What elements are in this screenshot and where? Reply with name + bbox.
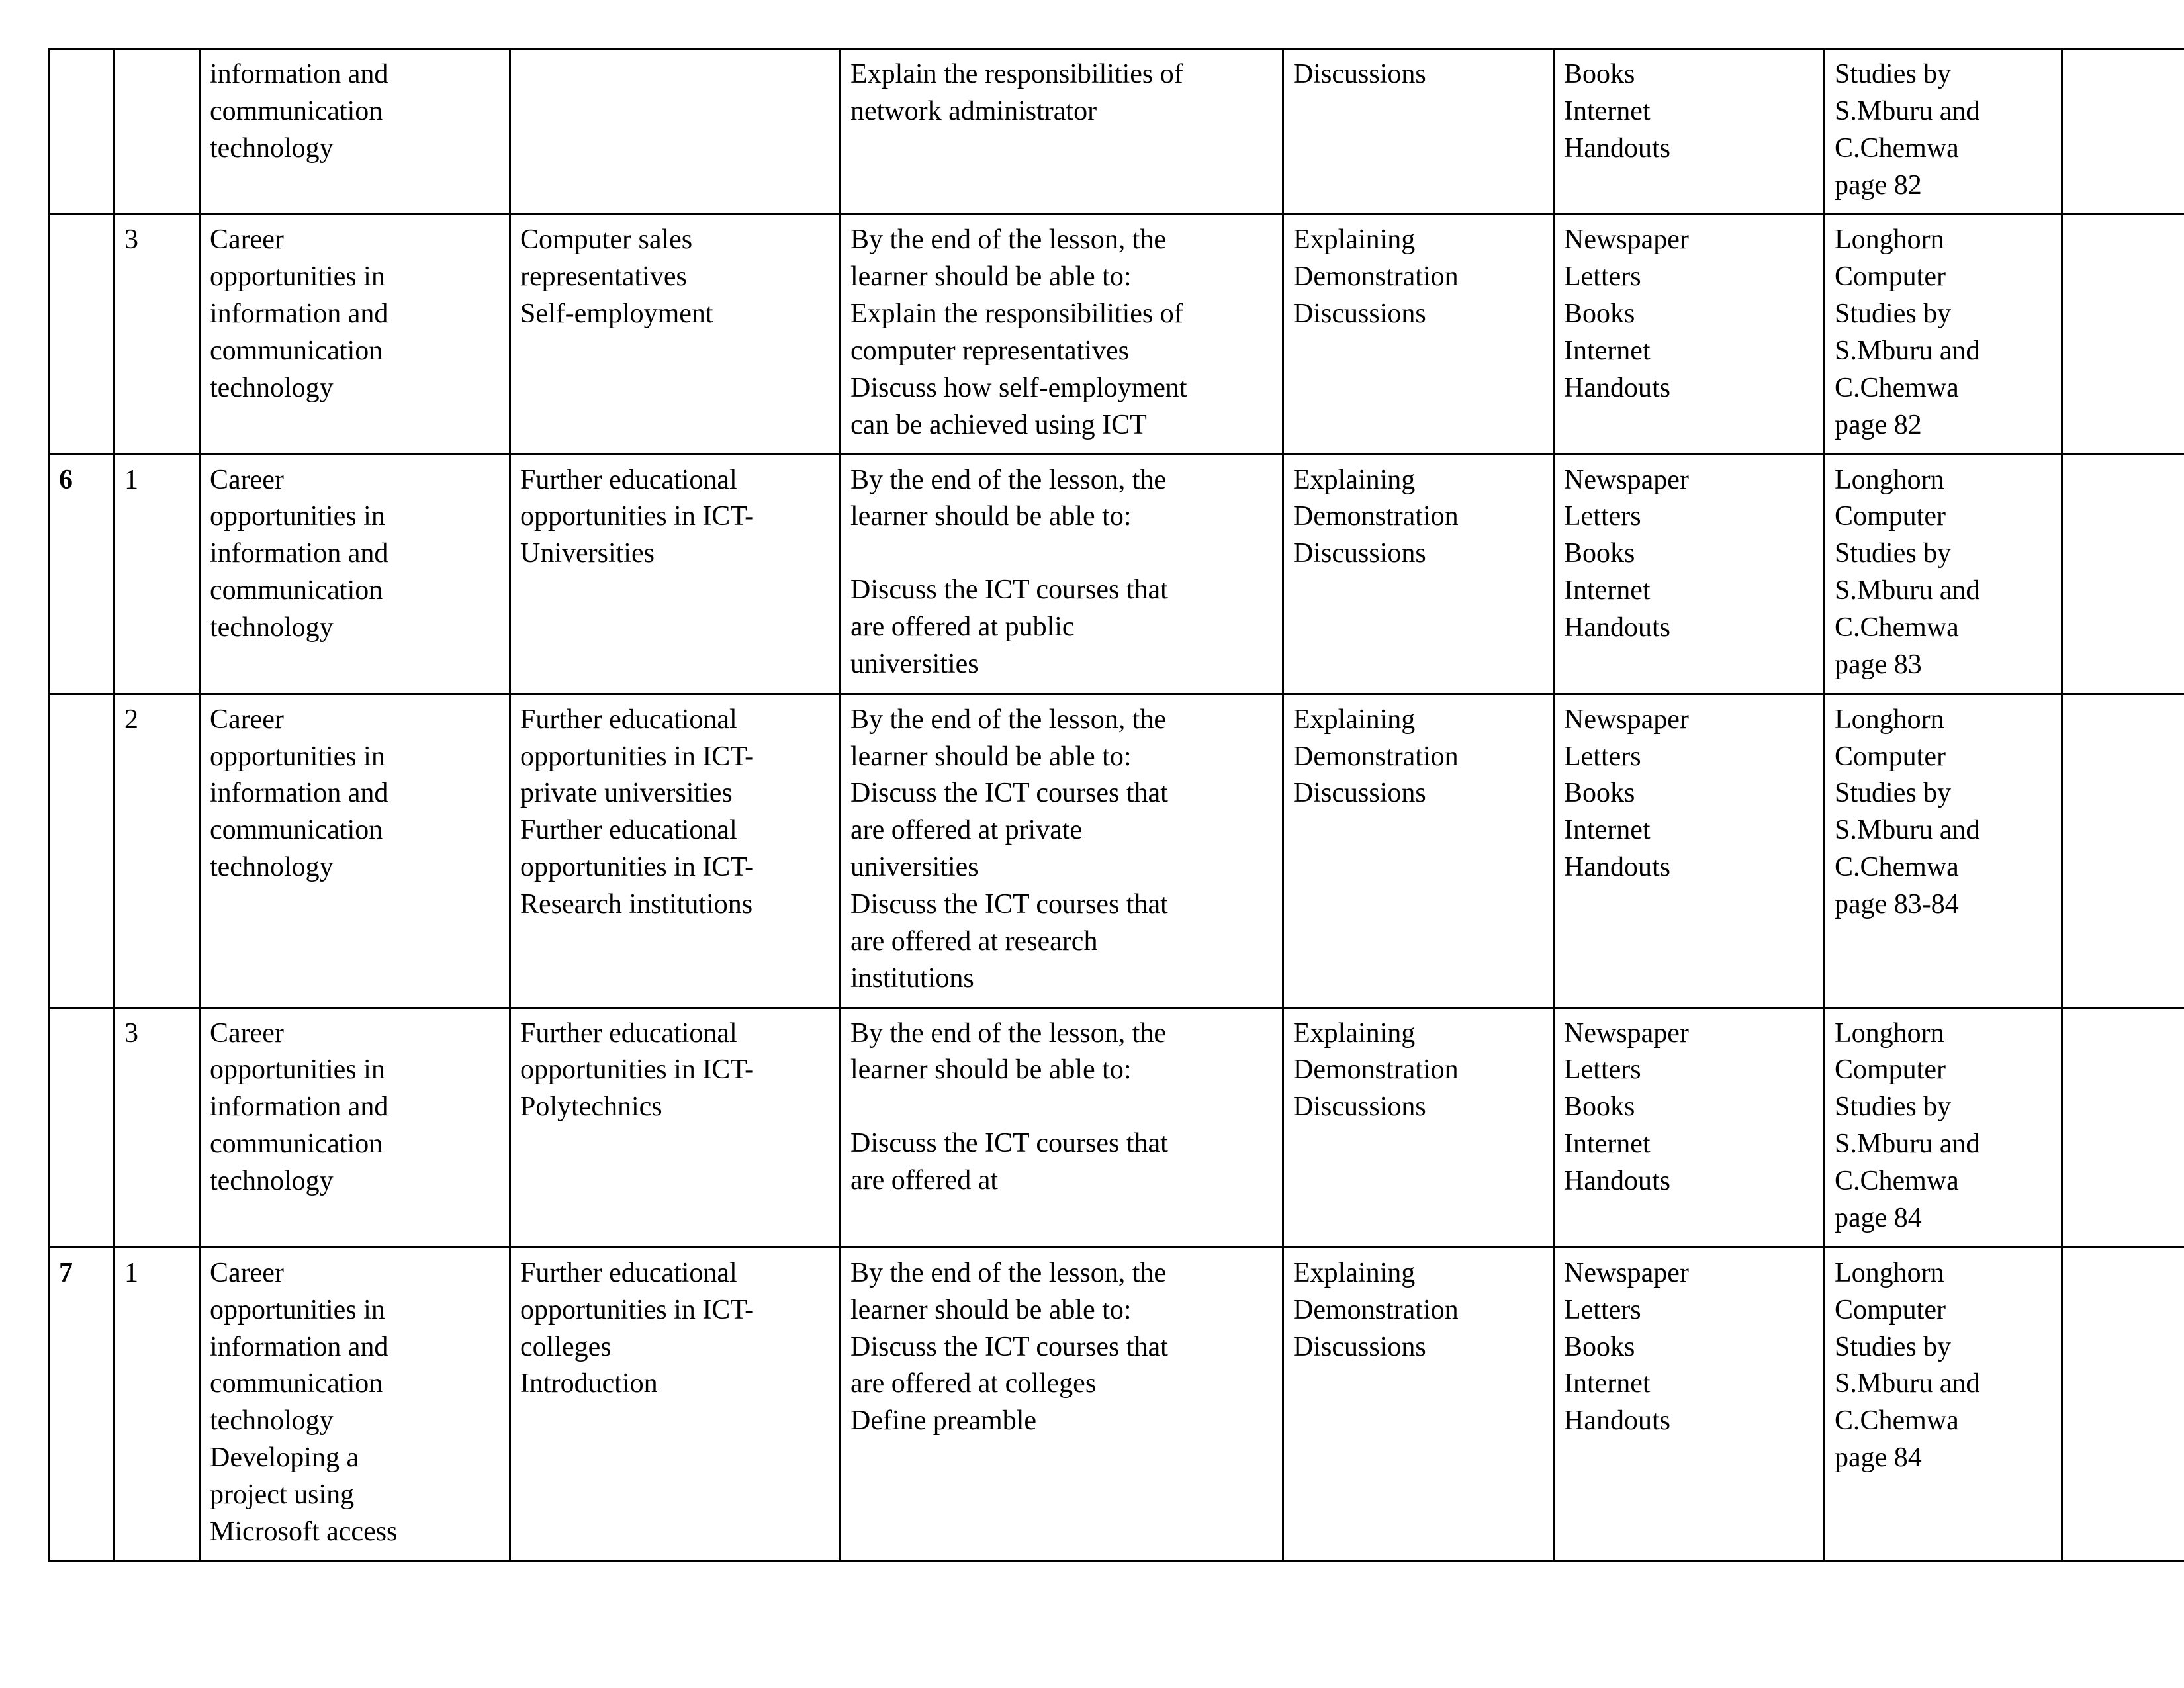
cell-subtopic [510,694,841,1008]
cell-subtopic [510,49,841,214]
resource-line: Handouts [1564,852,1670,883]
topic-line: opportunities in [210,741,385,772]
resource-line: Books [1564,778,1635,809]
table-row [49,49,2184,214]
scheme-of-work-table [48,48,2184,1562]
resource-line: Handouts [1564,612,1670,643]
activity-line: Discussions [1293,778,1426,809]
reference-line: page 82 [1835,169,1922,201]
topic-line: technology [210,132,334,164]
reference-line: Studies by [1835,299,1952,330]
objective-line: institutions [850,962,974,994]
resource-line: Books [1564,299,1635,330]
reference-line: S.Mburu and [1835,336,1980,367]
topic-line: information and [210,538,388,569]
cell-week: 6 [49,454,114,694]
objective-line: Discuss how self-employment [850,372,1187,403]
subtopic-line: opportunities in ICT- [520,741,754,772]
activity-line: Discussions [1293,538,1426,569]
cell-resources [1554,214,1825,454]
objective-line: universities [850,852,979,883]
subtopic-line: Research institutions [520,889,753,920]
subtopic-line: opportunities in ICT- [520,1055,754,1086]
reference-line: page 84 [1835,1202,1922,1233]
subtopic-line: opportunities in ICT- [520,852,754,883]
resource-line: Letters [1564,741,1641,772]
cell-resources [1554,49,1825,214]
table-row [49,1008,2184,1247]
resource-line: Newspaper [1564,704,1689,735]
subtopic-line: private universities [520,778,733,809]
cell-topic [200,454,510,694]
topic-line: communication [210,575,383,606]
resource-line: Handouts [1564,1405,1670,1436]
objective-line: Discuss the ICT courses that [850,889,1168,920]
objective-line: learner should be able to: [850,741,1132,772]
cell-week [49,694,114,1008]
objective-line: By the end of the lesson, the [850,224,1167,256]
subtopic-line: Introduction [520,1368,658,1399]
resource-line: Handouts [1564,132,1670,164]
resource-line: Books [1564,538,1635,569]
resource-line: Books [1564,59,1635,89]
reference-line: C.Chemwa [1835,132,1959,164]
reference-line: Computer [1835,1055,1946,1086]
activity-line: Demonstration [1293,261,1459,293]
topic-line: information and [210,778,388,809]
resource-line: Internet [1564,336,1651,367]
table-row [49,1247,2184,1561]
cell-subtopic [510,1008,841,1247]
resource-line: Letters [1564,1055,1641,1086]
cell-remarks [2062,1247,2184,1561]
cell-objectives [841,1008,1283,1247]
objective-line: universities [850,649,979,680]
objective-line: learner should be able to: [850,1055,1132,1086]
topic-line: project using [210,1479,355,1510]
topic-line: Developing a [210,1442,359,1474]
reference-line: C.Chemwa [1835,1405,1959,1436]
reference-line: C.Chemwa [1835,852,1959,883]
objective-line: learner should be able to: [850,261,1132,293]
topic-line: communication [210,1368,383,1399]
subtopic-line: Further educational [520,464,737,495]
resource-line: Internet [1564,1129,1651,1160]
resource-line: Newspaper [1564,464,1689,495]
topic-line: information and [210,1092,388,1123]
cell-activities [1283,454,1554,694]
activity-line: Discussions [1293,1092,1426,1123]
objective-line: Explain the responsibilities of [850,59,1183,89]
cell-activities [1283,694,1554,1008]
topic-line: Career [210,464,284,495]
cell-topic [200,694,510,1008]
table-row [49,214,2184,454]
cell-lesson: 1 [114,454,200,694]
table-row [49,694,2184,1008]
cell-topic [200,214,510,454]
topic-line: technology [210,372,334,403]
reference-line: Computer [1835,1294,1946,1325]
reference-line: Computer [1835,501,1946,532]
cell-remarks [2062,454,2184,694]
table-row [49,454,2184,694]
objective-line: Explain the responsibilities of [850,299,1183,330]
cell-activities [1283,214,1554,454]
cell-remarks [2062,49,2184,214]
cell-week [49,214,114,454]
cell-references [1825,49,2062,214]
cell-resources [1554,1247,1825,1561]
topic-line: technology [210,852,334,883]
reference-line: C.Chemwa [1835,372,1959,403]
resource-line: Internet [1564,1368,1651,1399]
subtopic-line: colleges [520,1331,612,1362]
objective-line: By the end of the lesson, the [850,704,1167,735]
activity-line: Explaining [1293,1257,1416,1288]
objective-line: By the end of the lesson, the [850,1257,1167,1288]
subtopic-line: Self-employment [520,299,713,330]
topic-line: Microsoft access [210,1516,398,1547]
reference-line: Studies by [1835,59,1952,89]
reference-line: S.Mburu and [1835,95,1980,126]
reference-line: Longhorn [1835,1257,1944,1288]
topic-line: Career [210,1257,284,1288]
activity-line: Discussions [1293,59,1426,89]
cell-topic [200,1008,510,1247]
cell-lesson [114,49,200,214]
objective-line: learner should be able to: [850,501,1132,532]
cell-references [1825,454,2062,694]
resource-line: Internet [1564,95,1651,126]
cell-objectives [841,49,1283,214]
reference-line: S.Mburu and [1835,575,1980,606]
resource-line: Newspaper [1564,224,1689,256]
cell-remarks [2062,214,2184,454]
topic-line: communication [210,336,383,367]
reference-line: page 83 [1835,649,1922,680]
resource-line: Letters [1564,261,1641,293]
reference-line: S.Mburu and [1835,815,1980,846]
cell-lesson: 3 [114,214,200,454]
reference-line: Studies by [1835,778,1952,809]
reference-line: Computer [1835,261,1946,293]
activity-line: Demonstration [1293,501,1459,532]
objective-line: Define preamble [850,1405,1037,1436]
reference-line: Computer [1835,741,1946,772]
reference-line: S.Mburu and [1835,1368,1980,1399]
reference-line: page 83-84 [1835,889,1959,920]
reference-line: Longhorn [1835,464,1944,495]
cell-week: 7 [49,1247,114,1561]
subtopic-line: Computer sales [520,224,693,256]
subtopic-line: Further educational [520,1017,737,1049]
resource-line: Internet [1564,575,1651,606]
cell-remarks [2062,694,2184,1008]
activity-line: Demonstration [1293,1055,1459,1086]
cell-references [1825,1247,2062,1561]
activity-line: Explaining [1293,224,1416,256]
subtopic-line: Polytechnics [520,1092,662,1123]
objective-line: Discuss the ICT courses that [850,778,1168,809]
reference-line: Longhorn [1835,704,1944,735]
reference-line: C.Chemwa [1835,1166,1959,1197]
objective-line: are offered at [850,1165,999,1196]
activity-line: Discussions [1293,299,1426,330]
reference-line: C.Chemwa [1835,612,1959,643]
topic-line: Career [210,1017,284,1049]
objective-line: By the end of the lesson, the [850,1017,1167,1049]
cell-subtopic [510,1247,841,1561]
reference-line: Longhorn [1835,224,1944,256]
activity-line: Demonstration [1293,741,1459,772]
subtopic-line: Further educational [520,815,737,846]
cell-references [1825,694,2062,1008]
objective-line: can be achieved using ICT [850,409,1147,440]
topic-line: information and [210,59,388,89]
resource-line: Newspaper [1564,1017,1689,1049]
cell-activities [1283,1008,1554,1247]
resource-line: Newspaper [1564,1257,1689,1288]
cell-activities [1283,1247,1554,1561]
resource-line: Books [1564,1092,1635,1123]
cell-week [49,1008,114,1247]
activity-line: Explaining [1293,464,1416,495]
reference-line: page 84 [1835,1442,1922,1474]
topic-line: technology [210,1166,334,1197]
objective-line: are offered at colleges [850,1368,1097,1399]
objective-line: are offered at private [850,815,1083,846]
cell-topic [200,1247,510,1561]
table-body [49,49,2184,1562]
activity-line: Discussions [1293,1331,1426,1362]
resource-line: Books [1564,1331,1635,1362]
activity-line: Explaining [1293,1017,1416,1049]
cell-objectives [841,214,1283,454]
subtopic-line: Further educational [520,704,737,735]
subtopic-line: Further educational [520,1257,737,1288]
topic-line: opportunities in [210,261,385,293]
cell-objectives [841,1247,1283,1561]
objective-line: network administrator [850,95,1097,126]
cell-week [49,49,114,214]
topic-line: Career [210,704,284,735]
objective-blank-line [850,1089,1274,1125]
resource-line: Letters [1564,501,1641,532]
cell-subtopic [510,454,841,694]
topic-line: information and [210,299,388,330]
subtopic-line: representatives [520,261,687,293]
cell-lesson: 1 [114,1247,200,1561]
topic-line: technology [210,1405,334,1436]
reference-line: Studies by [1835,1092,1952,1123]
cell-activities [1283,49,1554,214]
topic-line: Career [210,224,284,256]
cell-objectives [841,454,1283,694]
subtopic-line: Universities [520,538,655,569]
cell-references [1825,214,2062,454]
objective-line: By the end of the lesson, the [850,464,1167,495]
objective-line: learner should be able to: [850,1294,1132,1325]
activity-line: Explaining [1293,704,1416,735]
reference-line: Longhorn [1835,1017,1944,1049]
cell-resources [1554,454,1825,694]
cell-objectives [841,694,1283,1008]
cell-remarks [2062,1008,2184,1247]
objective-line: are offered at research [850,925,1098,957]
cell-references [1825,1008,2062,1247]
topic-line: communication [210,95,383,126]
topic-line: opportunities in [210,1294,385,1325]
resource-line: Letters [1564,1294,1641,1325]
reference-line: Studies by [1835,1331,1952,1362]
cell-lesson: 3 [114,1008,200,1247]
objective-line: Discuss the ICT courses that [850,1128,1168,1159]
reference-line: page 82 [1835,409,1922,440]
activity-line: Demonstration [1293,1294,1459,1325]
topic-line: opportunities in [210,501,385,532]
cell-subtopic [510,214,841,454]
objective-line: Discuss the ICT courses that [850,1331,1168,1362]
objective-line: computer representatives [850,336,1129,367]
resource-line: Internet [1564,815,1651,846]
reference-line: Studies by [1835,538,1952,569]
topic-line: information and [210,1331,388,1362]
resource-line: Handouts [1564,1166,1670,1197]
topic-line: technology [210,612,334,643]
reference-line: S.Mburu and [1835,1129,1980,1160]
cell-resources [1554,694,1825,1008]
subtopic-line: opportunities in ICT- [520,501,754,532]
subtopic-line: opportunities in ICT- [520,1294,754,1325]
topic-line: opportunities in [210,1055,385,1086]
cell-resources [1554,1008,1825,1247]
objective-line: Discuss the ICT courses that [850,575,1168,606]
resource-line: Handouts [1564,372,1670,403]
objective-blank-line [850,536,1274,572]
cell-topic [200,49,510,214]
topic-line: communication [210,815,383,846]
topic-line: communication [210,1129,383,1160]
cell-lesson: 2 [114,694,200,1008]
objective-line: are offered at public [850,612,1075,643]
